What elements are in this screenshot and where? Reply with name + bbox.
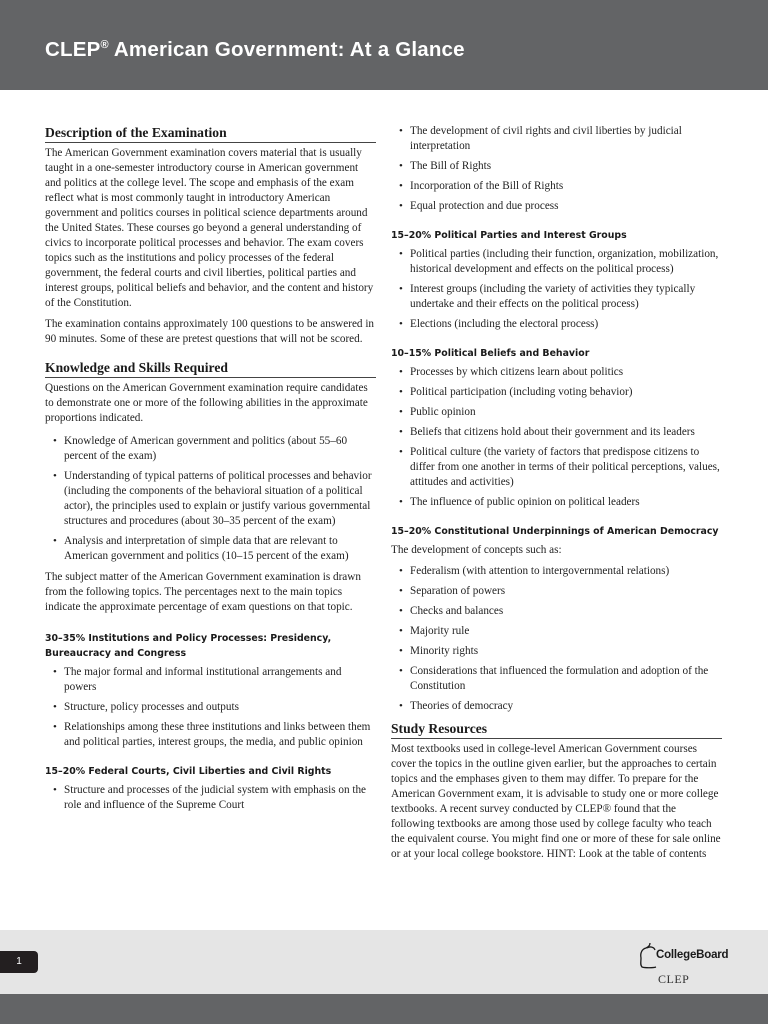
courts-list (45, 783, 376, 813)
description-paragraph: The American Government examination covers material that is usually taught in a one-semester introductory course in American government and politics at the college level. The scope and emphasis of the exam reflect what is most commonly taught in introductory American government and politics courses in political science departments around the United States. These courses go beyond a general understanding of civics to incorporate political processes and behavior. The exam covers topics such as the institutions and policy processes of the federal government, the federal courts and civil liberties, political parties and interest groups, political beliefs and behavior, and the content and history of the Constitution. (45, 147, 374, 309)
list-item: • Checks and balances (391, 604, 722, 619)
list-item: • Separation of powers (391, 584, 722, 599)
left-column (45, 124, 376, 819)
list-item: • Equal protection and due process (391, 199, 722, 214)
logo-subtitle: CLEP (658, 972, 690, 986)
list-item: • Interest groups (including the variety of activities they typically undertake and their effects on the political process) (391, 282, 722, 312)
study-resources-paragraph: Most textbooks used in college-level American Government courses cover the topics in the outline given earlier, but the approaches to certain topics and the emphases given to them may differ. To prepare for the American Government exam, it is advisable to study one or more college textbooks. A recent survey conducted by CLEP® found that the following textbooks are among those used by college faculty who teach the equivalent course. You might find one or more of these for sale online or at your local college bookstore. HINT: Look at the table of contents (391, 743, 721, 860)
parties-list (391, 247, 722, 332)
beliefs-list (391, 365, 722, 510)
exam-length-paragraph: The examination contains approximately 100 questions to be answered in 90 minutes. Some of these are pretest questions that will not be scored. (45, 318, 375, 345)
page-header (0, 0, 768, 90)
list-item: • Political culture (the variety of factors that predispose citizens to differ from one another in terms of their political perceptions, values, attitudes and activities) (391, 445, 722, 490)
constitution-list (391, 564, 722, 714)
college-board-logo (638, 940, 748, 990)
knowledge-list (45, 434, 376, 564)
courts-list-continued (391, 124, 722, 214)
institutions-list (45, 665, 376, 750)
list-item: • Majority rule (391, 624, 722, 639)
topic-heading-institutions: 30–35% Institutions and Policy Processes: Presidency, Bureaucracy and Congress (45, 633, 332, 659)
list-item: • Public opinion (391, 405, 722, 420)
section-heading-description: Description of the Examination (45, 124, 376, 143)
list-item: • Elections (including the electoral process) (391, 317, 722, 332)
topic-heading-courts: 15–20% Federal Courts, Civil Liberties and Civil Rights (45, 766, 332, 777)
subject-matter-paragraph: The subject matter of the American Government examination is drawn from the following topics. The percentages next to the main topics indicate the approximate percentage of exam questions on that topic. (45, 571, 361, 613)
right-column (391, 124, 722, 868)
list-item: • Relationships among these three institutions and links between them and political parties, interest groups, the media, and public opinion (45, 720, 376, 750)
list-item: • Theories of democracy (391, 699, 722, 714)
list-item: • The influence of public opinion on political leaders (391, 495, 722, 510)
list-item: • Political parties (including their function, organization, mobilization, historical development and effects on the political process) (391, 247, 722, 277)
list-item: • The Bill of Rights (391, 159, 722, 174)
section-heading-knowledge: Knowledge and Skills Required (45, 359, 376, 378)
list-item: • Knowledge of American government and politics (about 55–60 percent of the exam) (45, 434, 376, 464)
constitution-intro: The development of concepts such as: (391, 544, 562, 556)
list-item: • Incorporation of the Bill of Rights (391, 179, 722, 194)
list-item: • Minority rights (391, 644, 722, 659)
topic-heading-beliefs: 10–15% Political Beliefs and Behavior (391, 348, 590, 359)
page-title: CLEP® American Government: At a Glance (45, 38, 465, 61)
topic-heading-constitution: 15–20% Constitutional Underpinnings of American Democracy (391, 526, 719, 537)
list-item: • Federalism (with attention to intergovernmental relations) (391, 564, 722, 579)
list-item: • The development of civil rights and civil liberties by judicial interpretation (391, 124, 722, 154)
list-item: • Processes by which citizens learn about politics (391, 365, 722, 380)
logo-wordmark: CollegeBoard (656, 949, 729, 961)
page-number: 1 (0, 951, 38, 973)
list-item: • Political participation (including voting behavior) (391, 385, 722, 400)
list-item: • Considerations that influenced the formulation and adoption of the Constitution (391, 664, 722, 694)
topic-heading-parties: 15–20% Political Parties and Interest Groups (391, 230, 627, 241)
list-item: • Understanding of typical patterns of political processes and behavior (including the components of the behavioral situation of a political actor), the principles used to explain or justify various governmental structures and procedures (about 30–35 percent of the exam) (45, 469, 376, 529)
list-item: • Structure, policy processes and outputs (45, 700, 376, 715)
list-item: • The major formal and informal institutional arrangements and powers (45, 665, 376, 695)
list-item: • Structure and processes of the judicial system with emphasis on the role and influence of the Supreme Court (45, 783, 376, 813)
footer-bar (0, 994, 768, 1024)
list-item: • Analysis and interpretation of simple data that are relevant to American government and politics (10–15 percent of the exam) (45, 534, 376, 564)
section-heading-study-resources: Study Resources (391, 720, 722, 739)
list-item: • Beliefs that citizens hold about their government and its leaders (391, 425, 722, 440)
knowledge-intro: Questions on the American Government examination require candidates to demonstrate one or more of the following abilities in the approximate proportions indicated. (45, 382, 368, 424)
